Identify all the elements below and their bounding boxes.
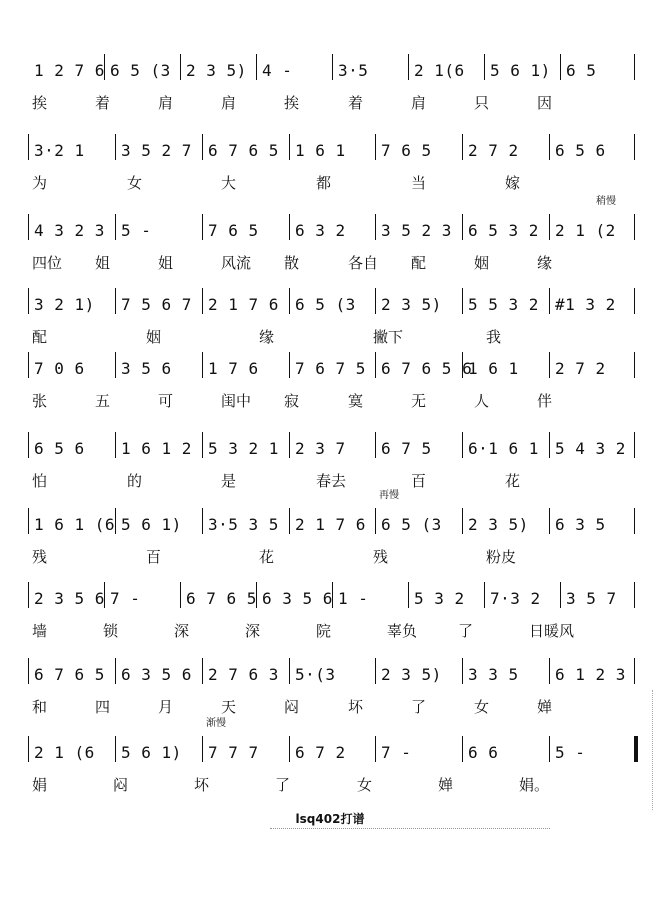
barline — [462, 658, 463, 684]
lyric-word: 残 — [32, 548, 48, 566]
measure: 2 7 2 — [468, 141, 519, 160]
measure: 1 6 1 — [295, 141, 346, 160]
barline — [408, 582, 409, 608]
measure: 5 6 1) — [121, 515, 182, 534]
tempo-direction: 稍慢 — [596, 196, 616, 207]
barline — [180, 54, 181, 80]
lyric-word: 坏 — [194, 776, 210, 794]
lyrics-row — [28, 92, 636, 118]
barline — [289, 134, 290, 160]
lyric-word: 嫁 — [505, 174, 521, 192]
barline — [115, 432, 116, 458]
lyric-word: 了 — [411, 698, 427, 716]
lyric-word: 肩 — [221, 94, 237, 112]
measure: 2 1 7 6 — [208, 295, 279, 314]
lyric-word: 只 — [474, 94, 490, 112]
measure: 7 6 5 — [381, 141, 432, 160]
measure: 6 7 6 5 6 — [381, 359, 473, 378]
lyric-word: 天 — [221, 698, 237, 716]
lyric-word: 散 — [284, 254, 300, 272]
barline — [375, 352, 376, 378]
measure: 3·2 1 — [34, 141, 85, 160]
barline — [289, 736, 290, 762]
lyric-word: 闺中 — [221, 392, 252, 410]
lyrics-row — [28, 470, 636, 496]
measure: 1 7 6 — [208, 359, 259, 378]
measure: 5 - — [555, 743, 586, 762]
measure: 3·5 3 5 — [208, 515, 279, 534]
measure: 6 3 5 — [555, 515, 606, 534]
barline — [634, 54, 635, 80]
lyric-word: 肩 — [411, 94, 427, 112]
barline — [115, 658, 116, 684]
measure: 6 5 — [566, 61, 597, 80]
measure: 5 5 3 2 — [468, 295, 539, 314]
barline — [462, 134, 463, 160]
music-system — [28, 128, 636, 206]
lyric-word: 撇下 — [373, 328, 404, 346]
lyric-word: 月 — [158, 698, 174, 716]
lyrics-row — [28, 546, 636, 572]
barline — [28, 658, 29, 684]
lyric-word: 和 — [32, 698, 48, 716]
barline — [375, 508, 376, 534]
lyrics-row — [28, 252, 636, 278]
lyric-word: 我 — [486, 328, 502, 346]
measure: 6 3 5 6 — [262, 589, 333, 608]
barline — [634, 134, 635, 160]
barline — [560, 582, 561, 608]
lyric-word: 缘 — [259, 328, 275, 346]
lyric-word: 伴 — [537, 392, 553, 410]
lyric-word: 张 — [32, 392, 48, 410]
barline — [202, 134, 203, 160]
barline — [115, 508, 116, 534]
barline — [28, 134, 29, 160]
note-row — [28, 128, 636, 168]
lyric-word: 姐 — [95, 254, 111, 272]
lyric-word: 可 — [158, 392, 174, 410]
lyric-word: 百 — [411, 472, 427, 490]
note-row — [28, 718, 636, 770]
barline — [202, 736, 203, 762]
measure: 4 3 2 3 — [34, 221, 105, 240]
measure: 2 1 (2 — [555, 221, 616, 240]
lyric-word: 女 — [357, 776, 373, 794]
measure: 2 3 5 6 — [34, 589, 105, 608]
barline — [549, 352, 550, 378]
measure: 6 5 (3 — [295, 295, 356, 314]
lyric-word: 寞 — [348, 392, 364, 410]
lyric-word: 挨 — [284, 94, 300, 112]
music-system — [28, 48, 636, 126]
final-barline — [634, 736, 638, 762]
barline — [549, 214, 550, 240]
lyric-word: 百 — [146, 548, 162, 566]
measure: 2 1(6 — [414, 61, 465, 80]
lyrics-row — [28, 696, 636, 722]
barline — [375, 134, 376, 160]
barline — [202, 432, 203, 458]
measure: 6 3 5 6 — [121, 665, 192, 684]
lyric-word: 院 — [316, 622, 332, 640]
lyric-word: 婵 — [537, 698, 553, 716]
lyric-word: 五 — [95, 392, 111, 410]
lyric-word: 着 — [348, 94, 364, 112]
barline — [634, 508, 635, 534]
measure: 6 1 2 3 — [555, 665, 626, 684]
lyric-word: 深 — [174, 622, 190, 640]
lyric-word: 姐 — [158, 254, 174, 272]
measure: 6 5 6 — [34, 439, 85, 458]
measure: 3 2 1) — [34, 295, 95, 314]
note-row — [28, 346, 636, 386]
note-row — [28, 576, 636, 616]
lyric-word: 着 — [95, 94, 111, 112]
music-system — [28, 718, 636, 808]
lyric-word: 娟 — [32, 776, 48, 794]
measure: 5 6 1) — [121, 743, 182, 762]
measure: 5 6 1) — [490, 61, 551, 80]
barline — [634, 582, 635, 608]
measure: 6 5 (3 — [110, 61, 171, 80]
barline — [375, 736, 376, 762]
barline — [28, 214, 29, 240]
measure: 1 6 1 (6 — [34, 515, 116, 534]
barline — [560, 54, 561, 80]
lyric-word: 肩 — [158, 94, 174, 112]
measure: 1 6 1 2 — [121, 439, 192, 458]
barline — [202, 352, 203, 378]
lyric-word: 坏 — [348, 698, 364, 716]
measure: 2 3 5) — [381, 665, 442, 684]
measure: 2 3 5) — [468, 515, 529, 534]
barline — [28, 352, 29, 378]
measure: 7 6 7 5 — [295, 359, 366, 378]
lyric-word: 了 — [275, 776, 291, 794]
lyric-word: 粉皮 — [486, 548, 517, 566]
measure: 5 3 2 1 — [208, 439, 279, 458]
barline — [462, 288, 463, 314]
barline — [462, 214, 463, 240]
note-row — [28, 490, 636, 542]
barline — [634, 658, 635, 684]
lyric-word: 挨 — [32, 94, 48, 112]
measure: 6 7 6 5 — [34, 665, 105, 684]
lyric-word: 是 — [221, 472, 237, 490]
measure: 6 3 2 — [295, 221, 346, 240]
measure: 4 - — [262, 61, 293, 80]
lyric-word: 姻 — [474, 254, 490, 272]
music-system — [28, 576, 636, 654]
note-row — [28, 652, 636, 692]
measure: 7 - — [110, 589, 141, 608]
lyric-word: 锁 — [103, 622, 119, 640]
barline — [375, 432, 376, 458]
measure: 6 7 2 — [295, 743, 346, 762]
measure: 2 7 2 — [555, 359, 606, 378]
measure: 6 7 5 — [381, 439, 432, 458]
barline — [115, 214, 116, 240]
measure: 5·(3 — [295, 665, 336, 684]
barline — [202, 288, 203, 314]
measure: 3 5 2 3 — [381, 221, 452, 240]
barline — [289, 214, 290, 240]
note-row — [28, 282, 636, 322]
lyric-word: 闷 — [284, 698, 300, 716]
barline — [289, 658, 290, 684]
lyric-word: 无 — [411, 392, 427, 410]
tempo-direction: 渐慢 — [206, 718, 226, 729]
barline — [289, 508, 290, 534]
barline — [375, 658, 376, 684]
barline — [549, 736, 550, 762]
measure: 3 3 5 — [468, 665, 519, 684]
barline — [115, 352, 116, 378]
measure: 6·1 6 1 — [468, 439, 539, 458]
lyric-word: 深 — [245, 622, 261, 640]
barline — [549, 658, 550, 684]
barline — [634, 352, 635, 378]
lyric-word: 都 — [316, 174, 332, 192]
lyric-word: 花 — [259, 548, 275, 566]
barline — [375, 288, 376, 314]
measure: 3 5 7 — [566, 589, 617, 608]
lyric-word: 缘 — [537, 254, 553, 272]
measure: #1 3 2 — [555, 295, 616, 314]
lyric-word: 配 — [32, 328, 48, 346]
measure: 1 6 1 — [468, 359, 519, 378]
credit-text: lsq402打谱 — [295, 812, 365, 826]
lyric-word: 寂 — [284, 392, 300, 410]
lyric-word: 各自 — [348, 254, 379, 272]
measure: 6 5 3 2 — [468, 221, 539, 240]
lyrics-row — [28, 774, 636, 800]
measure: 7 0 6 — [34, 359, 85, 378]
barline — [202, 508, 203, 534]
music-system — [28, 652, 636, 730]
measure: 7 7 7 — [208, 743, 259, 762]
measure: 3·5 — [338, 61, 369, 80]
measure: 1 - — [338, 589, 369, 608]
lyric-word: 人 — [474, 392, 490, 410]
measure: 7 6 5 — [208, 221, 259, 240]
barline — [549, 134, 550, 160]
lyric-word: 的 — [127, 472, 143, 490]
barline — [549, 508, 550, 534]
note-row — [28, 48, 636, 88]
lyric-word: 因 — [537, 94, 553, 112]
lyric-word: 女 — [474, 698, 490, 716]
note-row — [28, 196, 636, 248]
barline — [180, 582, 181, 608]
measure: 3 5 6 — [121, 359, 172, 378]
barline — [332, 54, 333, 80]
lyric-word: 花 — [505, 472, 521, 490]
barline — [462, 508, 463, 534]
lyric-word: 怕 — [32, 472, 48, 490]
barline — [549, 432, 550, 458]
lyric-word: 日暖风 — [529, 622, 575, 640]
barline — [408, 54, 409, 80]
barline — [28, 508, 29, 534]
lyric-word: 为 — [32, 174, 48, 192]
lyric-word: 风流 — [221, 254, 252, 272]
measure: 5 3 2 — [414, 589, 465, 608]
measure: 2 1 (6 — [34, 743, 95, 762]
lyric-word: 女 — [127, 174, 143, 192]
lyric-word: 婵 — [438, 776, 454, 794]
measure: 2 1 7 6 — [295, 515, 366, 534]
barline — [634, 432, 635, 458]
measure: 5 - — [121, 221, 152, 240]
lyrics-row — [28, 172, 636, 198]
barline — [484, 582, 485, 608]
barline — [28, 288, 29, 314]
measure: 6 6 — [468, 743, 499, 762]
barline — [202, 214, 203, 240]
barline — [634, 214, 635, 240]
barline — [202, 658, 203, 684]
measure: 6 5 6 — [555, 141, 606, 160]
lyric-word: 墙 — [32, 622, 48, 640]
note-row — [28, 426, 636, 466]
page-edge — [652, 690, 653, 810]
lyric-word: 姻 — [146, 328, 162, 346]
lyric-word: 四 — [95, 698, 111, 716]
barline — [634, 288, 635, 314]
lyric-word: 辜负 — [387, 622, 418, 640]
barline — [115, 288, 116, 314]
credit-underline — [270, 828, 550, 829]
music-system — [28, 490, 636, 580]
measure: 6 5 (3 — [381, 515, 442, 534]
measure: 7 - — [381, 743, 412, 762]
barline — [462, 432, 463, 458]
barline — [484, 54, 485, 80]
lyrics-row — [28, 620, 636, 646]
barline — [289, 432, 290, 458]
measure: 6 7 6 5 — [186, 589, 257, 608]
lyric-word: 了 — [458, 622, 474, 640]
barline — [289, 288, 290, 314]
lyric-word: 闷 — [113, 776, 129, 794]
measure: 2 3 5) — [186, 61, 247, 80]
lyric-word: 配 — [411, 254, 427, 272]
barline — [28, 432, 29, 458]
measure: 2 7 6 3 — [208, 665, 279, 684]
music-system — [28, 196, 636, 286]
lyric-word: 春去 — [316, 472, 347, 490]
barline — [289, 352, 290, 378]
barline — [462, 736, 463, 762]
barline — [115, 134, 116, 160]
lyric-word: 四位 — [32, 254, 63, 272]
measure: 6 7 6 5 — [208, 141, 279, 160]
lyrics-row — [28, 390, 636, 416]
measure: 7·3 2 — [490, 589, 541, 608]
barline — [375, 214, 376, 240]
barline — [256, 54, 257, 80]
measure: 5 4 3 2 — [555, 439, 626, 458]
lyric-word: 娟。 — [519, 776, 550, 794]
lyric-word: 残 — [373, 548, 389, 566]
lyric-word: 当 — [411, 174, 427, 192]
barline — [28, 582, 29, 608]
measure: 2 3 7 — [295, 439, 346, 458]
music-system — [28, 426, 636, 504]
barline — [28, 736, 29, 762]
barline — [549, 288, 550, 314]
tempo-direction: 再慢 — [379, 490, 399, 501]
measure: 2 3 5) — [381, 295, 442, 314]
measure: 1 2 7 6 — [34, 61, 105, 80]
measure: 3 5 2 7 — [121, 141, 192, 160]
measure: 7 5 6 7 — [121, 295, 192, 314]
music-system — [28, 346, 636, 424]
lyric-word: 大 — [221, 174, 237, 192]
barline — [115, 736, 116, 762]
